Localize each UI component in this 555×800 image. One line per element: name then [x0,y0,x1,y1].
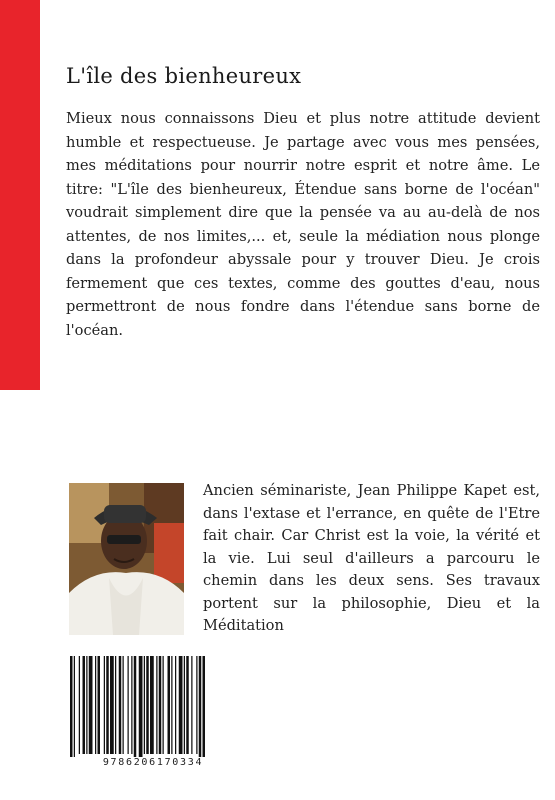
barcode-bar [156,656,157,754]
barcode-bar [139,656,143,760]
barcode-bar [203,656,206,760]
barcode-bar [196,656,197,754]
author-bio: Ancien séminariste, Jean Philippe Kapet est, dans l'extase et l'errance, en quête de l'Etre fait chair. Car Christ est la voie, la vérité et la vie. Lui seul d'ailleurs a parcouru le chemin dans les deux sens. Ses travaux portent sur la philosophie, Dieu et la Méditation [203,482,540,634]
barcode-bar [115,656,116,754]
barcode-bar [98,656,101,754]
barcode-bar [179,656,183,754]
barcode-bar [171,656,172,754]
barcode-bar [83,656,86,754]
barcode-bar [79,656,80,754]
barcode-bar [104,656,105,754]
barcode-bar [128,656,129,754]
barcode-bar [159,656,162,754]
isbn-barcode [66,656,240,769]
barcode-bar [119,656,122,754]
barcode-bar [123,656,124,754]
barcode-icon [66,656,240,760]
barcode-bar [186,656,189,754]
barcode-bar [95,656,96,754]
barcode-bar [175,656,176,754]
barcode-bar [144,656,145,754]
barcode-bar [89,656,93,754]
barcode-bar [134,656,137,760]
barcode-bar [163,656,164,754]
barcode-bar [74,656,75,760]
author-portrait-icon [69,483,184,635]
barcode-bar [150,656,154,754]
barcode-bar [110,656,114,754]
red-accent-band [0,0,40,390]
barcode-bar [191,656,192,754]
barcode-bar [106,656,109,754]
barcode-bar [70,656,73,760]
isbn-number: 9786206170334 [66,757,240,769]
barcode-bar [184,656,185,754]
barcode-bar [146,656,149,754]
barcode-bar [199,656,202,760]
barcode-bar [168,656,171,754]
book-title: L'île des bienheureux [66,64,302,88]
barcode-bar [86,656,87,754]
book-summary: Mieux nous connaissons Dieu et plus notre attitude devient humble et respectueuse. Je partage avec vous mes pensées, mes méditations pour nourrir notre esprit et notre âme. Le titre: "L'île des bienheureux, Étendue sans borne de l'océan" voudrait simplement dire que la pensée va au au-delà de nos attentes, de nos limites,... et, seule la médiation nous plonge dans la profondeur abyssale pour y trouver Dieu. Je crois fermement que ces textes, comme des gouttes d'eau, nous permettront de nous fondre dans l'étendue sans borne de l'océan. [66,110,540,339]
barcode-bar [131,656,132,754]
author-photo [69,483,184,635]
